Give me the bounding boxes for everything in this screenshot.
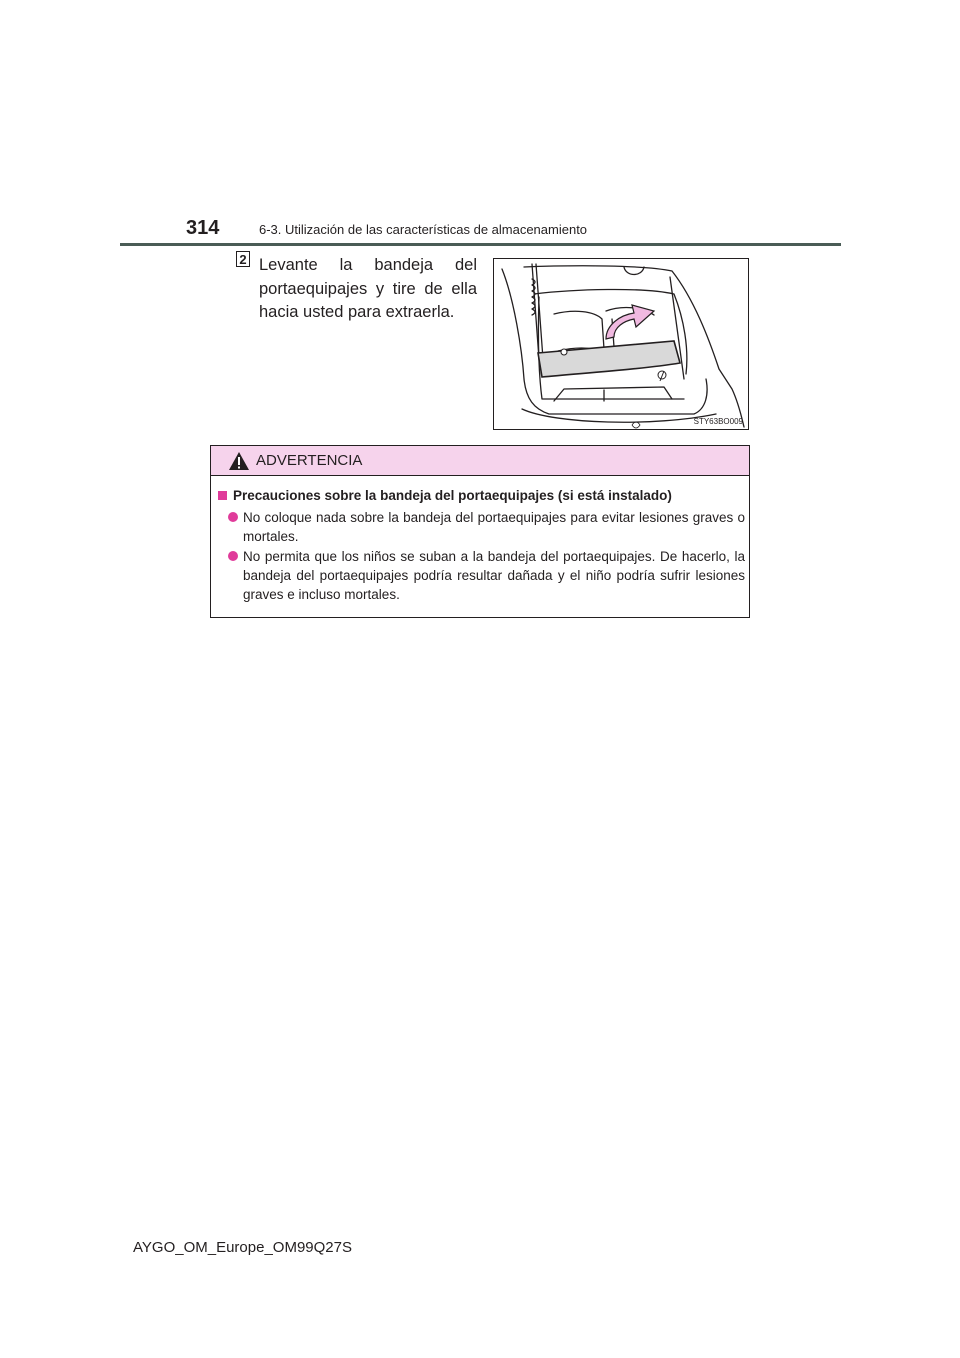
warning-item-text: No permita que los niños se suban a la bandeja del portaequipajes. De hacerlo, la bandeja del portaequipajes podría resultar dañada y el niño podría sufrir lesiones graves e incluso mortales. [243,549,745,602]
square-bullet-icon [218,491,227,500]
document-footer: AYGO_OM_Europe_OM99Q27S [133,1239,352,1256]
warning-header [211,446,749,476]
cargo-cover-illustration [493,258,749,430]
warning-heading [218,488,672,503]
bullet-dot-icon [228,551,238,561]
warning-item [228,547,745,604]
trunk-drawing [494,259,748,429]
figure-code: STY63BO009 [693,417,743,426]
warning-heading-text: Precauciones sobre la bandeja del portaequipajes (si está instalado) [233,488,672,503]
warning-item [228,508,745,546]
header-divider [120,243,841,246]
page-number: 314 [186,217,220,239]
section-title: 6-3. Utilización de las características de almacenamiento [259,222,588,237]
bullet-dot-icon [228,512,238,522]
step-instruction: Levante la bandeja del portaequipajes y tire de ella hacia usted para extraerla. [259,256,477,321]
step-number-badge: 2 [236,251,250,267]
warning-item-text: No coloque nada sobre la bandeja del portaequipajes para evitar lesiones graves o mortales. [243,510,745,544]
warning-triangle-icon [228,451,250,471]
lift-arrow [606,305,654,339]
warning-box [210,445,750,618]
warning-title: ADVERTENCIA [256,452,363,469]
